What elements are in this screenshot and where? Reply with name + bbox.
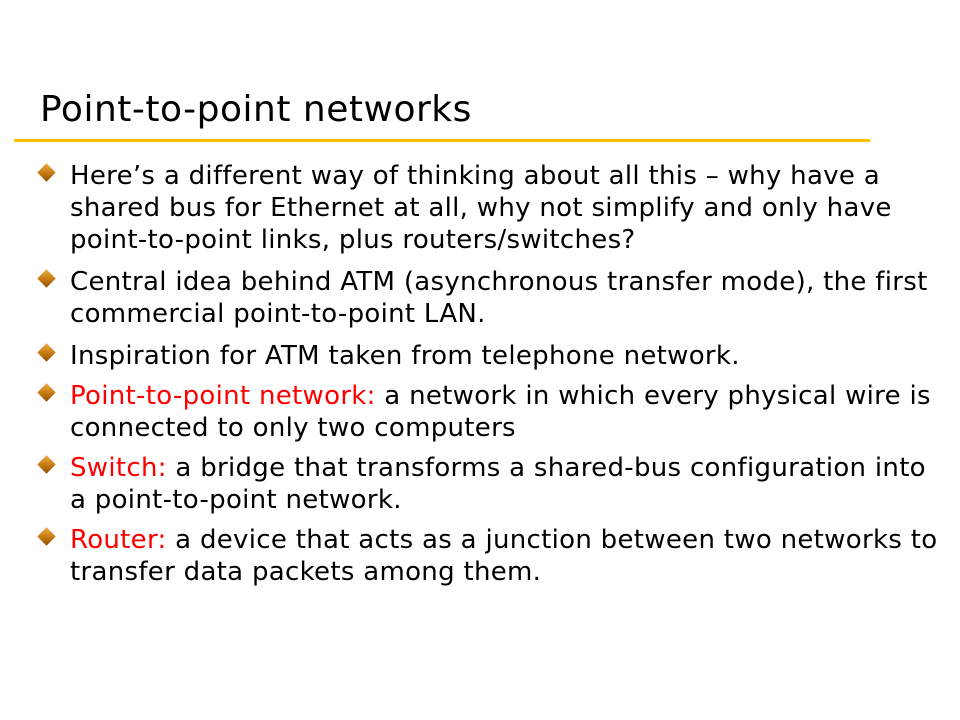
bullet-text: Here’s a different way of thinking about all this – why have a shared bus for Ethernet at all, why not simplify and only have point-to-point links, plus routers/switches? <box>70 161 892 255</box>
bullet-item <box>40 380 950 444</box>
bullet-text: a device that acts as a junction between two networks to transfer data packets among them. <box>70 525 938 587</box>
bullet-item <box>40 160 950 256</box>
bullet-term: Router: <box>70 525 167 555</box>
diamond-bullet-icon <box>37 527 55 545</box>
bullet-item <box>40 340 950 372</box>
bullet-text: Inspiration for ATM taken from telephone network. <box>70 341 740 371</box>
diamond-bullet-icon <box>37 343 55 361</box>
slide-title: Point-to-point networks <box>40 89 472 130</box>
bullet-item <box>40 524 950 588</box>
bullet-list <box>40 160 950 598</box>
bullet-text: a bridge that transforms a shared-bus configuration into a point-to-point network. <box>70 453 926 515</box>
bullet-text: Central idea behind ATM (asynchronous transfer mode), the first commercial point-to-point LAN. <box>70 267 928 329</box>
diamond-bullet-icon <box>37 269 55 287</box>
bullet-item <box>40 266 950 330</box>
bullet-term: Switch: <box>70 453 167 483</box>
bullet-text: a network in which every physical wire is connected to only two computers <box>70 381 931 443</box>
bullet-term: Point-to-point network: <box>70 381 376 411</box>
diamond-bullet-icon <box>37 455 55 473</box>
diamond-bullet-icon <box>37 383 55 401</box>
bullet-item <box>40 452 950 516</box>
diamond-bullet-icon <box>37 163 55 181</box>
title-underline <box>14 139 870 142</box>
